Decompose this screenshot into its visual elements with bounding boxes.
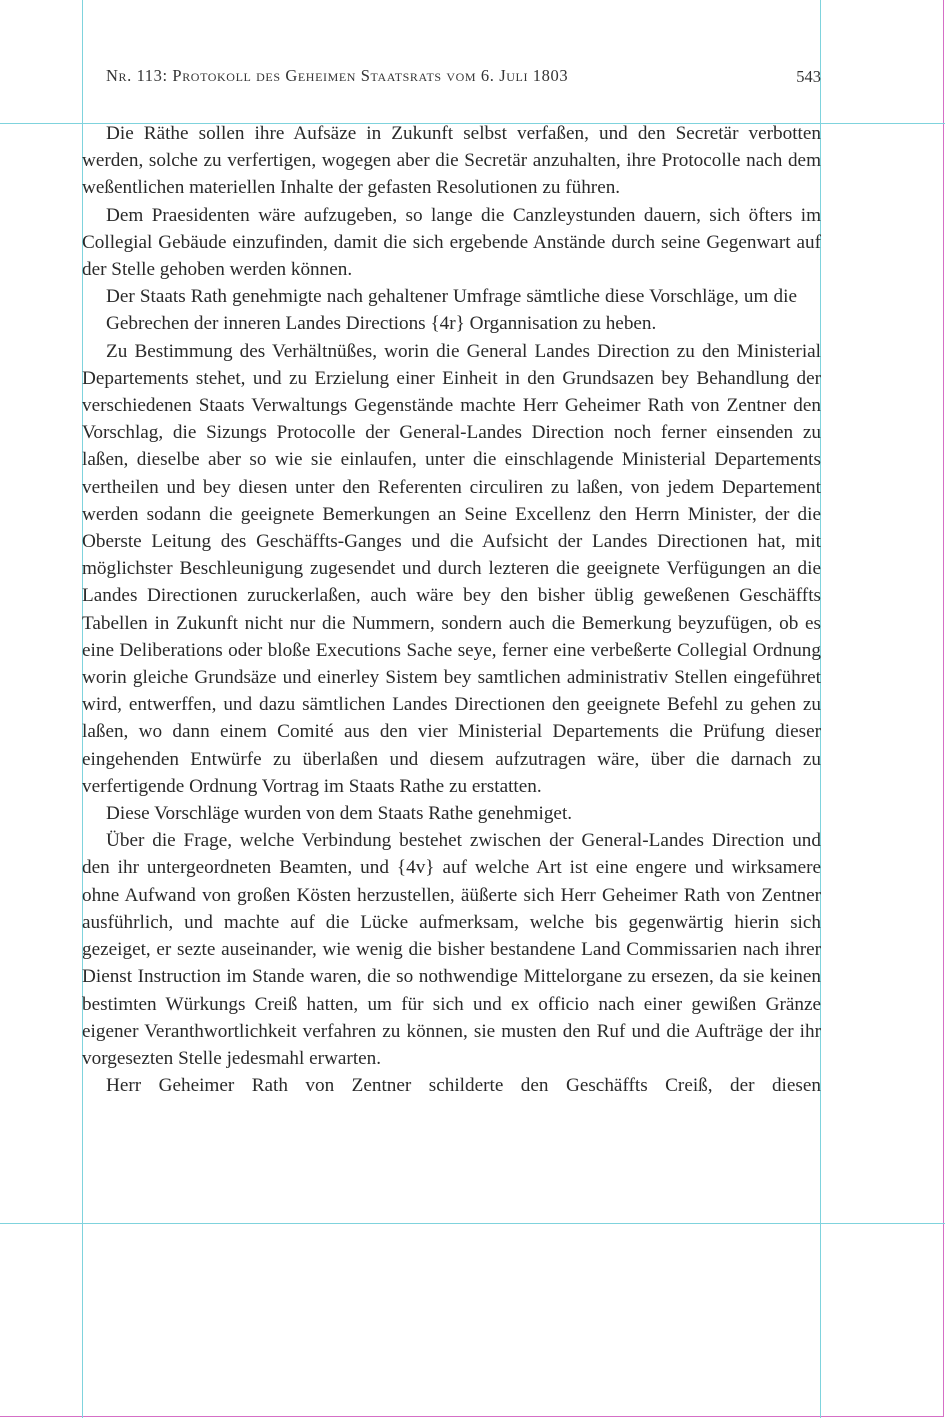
text-block <box>82 120 821 1220</box>
bottom-text-guide <box>0 1223 945 1224</box>
paragraph: Diese Vorschläge wurden von dem Staats Rathe genehmiget. <box>106 803 573 825</box>
page-number: 543 <box>796 67 821 86</box>
running-header <box>106 66 821 90</box>
paragraph: Zu Bestimmung des Verhältnüßes, worin die General Landes Direction zu den Ministerial Departements stehet, und zu Erzielung einer Einheit in den Grundsazen bey Behandlung der verschiedenen Staats Verwaltungs Gegenstände machte Herr Geheimer Rath von Zentner den Vorschlag, die Sizungs Protocolle der General-Landes Direction noch ferner einsenden zu laßen, dieselbe aber so wie sie einlaufen, unter die einschlagende Ministerial Departements vertheilen und bey diesen unter den Referenten circuliren zu laßen, von jedem Departement werden sodann die geeignete Bemerkungen an Seine Excellenz den Herrn Minister, der die Oberste Leitung des Geschäffts-Ganges und die Aufsicht der Landes Directionen hat, mit möglichster Beschleunigung zugesendet und durch lezteren die geeignete Verfügungen an die Landes Directionen zuruckerlaßen, auch wäre bey den bisher üblig geweßenen Geschäffts Tabellen in Zukunft nicht nur die Nummern, sondern auch die Bemerkung beyzufügen, ob es eine Deliberations oder bloße Executions Sache seye, ferner eine verbeßerte Collegial Ordnung worin gleiche Grundsäze und einerley Sistem bey samtlichen administrativ Stellen eingeführet wird, entwerffen, und dazu sämtlichen Landes Directionen den geeignete Befehl zu gehen zu laßen, wo dann einem Comité aus den vier Ministerial Departements die Prüfung dieser eingehenden Entwürfe zu überlaßen und diesem aufzutragen wäre, über die darnach zu verfertigende Ordnung Vortrag im Staats Rathe zu erstatten. <box>82 340 821 797</box>
paragraph: Dem Praesidenten wäre aufzugeben, so lange die Canzleystunden dauern, sich öfters im Collegial Gebäude einzufinden, damit die sich ergebende Anstände durch seine Gegenwart auf der Stelle gehoben werden können. <box>82 204 821 281</box>
paragraph: Über die Frage, welche Verbindung bestehet zwischen der General-Landes Direction und den ihr untergeordneten Beamten, und {4v} auf welche Art ist eine engere und wirksamere ohne Aufwand von großen Kösten herzustellen, äüßerte sich Herr Geheimer Rath von Zentner ausführlich, und machte auf die Lücke aufmerksam, welche bis gegenwärtig hierin sich gezeiget, er sezte auseinander, wie wenig die bisher bestandene Land Commissarien nach ihrer Dienst Instruction im Stande waren, die so nothwendige Mittelorgane zu ersezen, da sie keinen bestimten Würkungs Creiß hatten, um für sich und ex officio nach einer gewißen Gränze eigener Veranthwortlichkeit verfahren zu können, sie musten den Ruf und die Aufträge der ihr vorgesezten Stelle jedesmahl erwarten. <box>82 830 821 1069</box>
running-title: Nr. 113: Protokoll des Geheimen Staatsrats vom 6. Juli 1803 <box>106 66 569 85</box>
continued-paragraph: Herr Geheimer Rath von Zentner schilderte den Geschäffts Creiß, der diesen <box>106 1075 821 1097</box>
paragraph: Die Räthe sollen ihre Aufsäze in Zukunft selbst verfaßen, und den Secretär verbotten werden, solche zu verfertigen, wogegen aber die Secretär anzuhalten, ihre Protocolle nach dem weßentlichen materiellen Inhalte der gefasten Resolutionen zu führen. <box>82 123 821 199</box>
resolution-paragraph: Der Staats Rath genehmigte nach gehaltener Umfrage sämtliche diese Vorschläge, um die Gebrechen der inneren Landes Directions {4r} Organnisation zu heben. <box>106 286 797 335</box>
